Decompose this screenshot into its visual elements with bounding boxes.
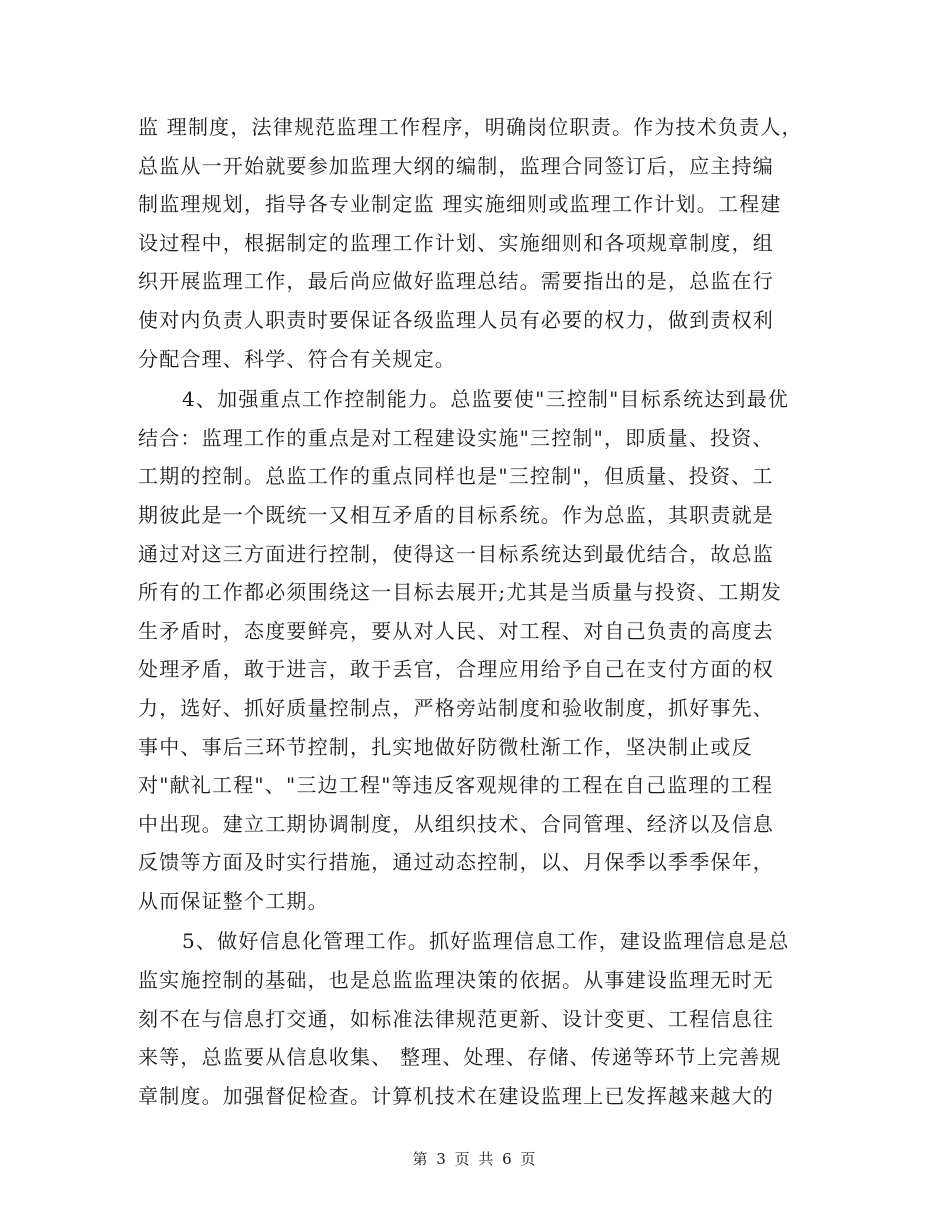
text-line: 反馈等方面及时实行措施，通过动态控制，以、月保季以季季保年， [138,850,774,875]
text-line: 监实施控制的基础，也是总监监理决策的依据。从事建设监理无时无 [138,968,774,993]
text-line: 来等，总监要从信息收集、 整理、处理、存储、传递等环节上完善规 [138,1045,782,1070]
text-line: 结合：监理工作的重点是对工程建设实施"三控制"，即质量、投资、 [138,425,774,450]
text-line: 织开展监理工作，最后尚应做好监理总结。需要指出的是，总监在行 [138,269,774,294]
text-line: 使对内负责人职责时要保证各级监理人员有必要的权力，做到责权利 [138,307,774,332]
text-line: 从而保证整个工期。 [138,888,329,913]
text-line: 通过对这三方面进行控制，使得这一目标系统达到最优结合，故总监 [138,541,774,566]
text-line: 刻不在与信息打交通，如标准法律规范更新、设计变更、工程信息往 [138,1006,774,1031]
text-line: 制监理规划，指导各专业制定监 理实施细则或监理工作计划。工程建 [138,192,782,217]
text-line: 设过程中，根据制定的监理工作计划、实施细则和各项规章制度，组 [138,230,774,255]
paragraph-continuation [138,108,828,378]
paragraph-4 [138,380,828,920]
text-line: 对"献礼工程"、"三边工程"等违反客观规律的工程在自己监理的工程 [138,773,774,798]
body-text [138,108,828,1115]
text-line: 总监从一开始就要参加监理大纲的编制，监理合同签订后，应主持编 [138,153,774,178]
text-line: 处理矛盾，敢于进言，敢于丢官，合理应用给予自己在支付方面的权 [138,657,774,682]
text-line: 4、加强重点工作控制能力。总监要使"三控制"目标系统达到最优 [182,387,790,412]
page-number: 第 3 页 共 6 页 [412,1150,538,1168]
text-line: 生矛盾时，态度要鲜亮，要从对人民、对工程、对自己负责的高度去 [138,618,774,643]
text-line: 所有的工作都必须围绕这一目标去展开;尤其是当质量与投资、工期发 [138,580,782,605]
text-line: 分配合理、科学、符合有关规定。 [138,346,456,371]
text-line: 力，选好、抓好质量控制点，严格旁站制度和验收制度，抓好事先、 [138,695,774,720]
text-line: 期彼此是一个既统一又相互矛盾的目标系统。作为总监，其职责就是 [138,502,774,527]
paragraph-5 [138,922,828,1115]
text-line: 监 理制度，法律规范监理工作程序，明确岗位职责。作为技术负责人， [138,115,803,139]
text-line: 事中、事后三环节控制，扎实地做好防微杜渐工作，坚决制止或反 [138,734,753,759]
text-line: 工期的控制。总监工作的重点同样也是"三控制"，但质量、投资、工 [138,464,774,489]
text-line: 章制度。加强督促检查。计算机技术在建设监理上已发挥越来越大的 [138,1083,774,1108]
page-footer [0,1148,950,1169]
text-line: 5、做好信息化管理工作。抓好监理信息工作，建设监理信息是总 [182,929,790,954]
text-line: 中出现。建立工期协调制度，从组织技术、合同管理、经济以及信息 [138,811,774,836]
